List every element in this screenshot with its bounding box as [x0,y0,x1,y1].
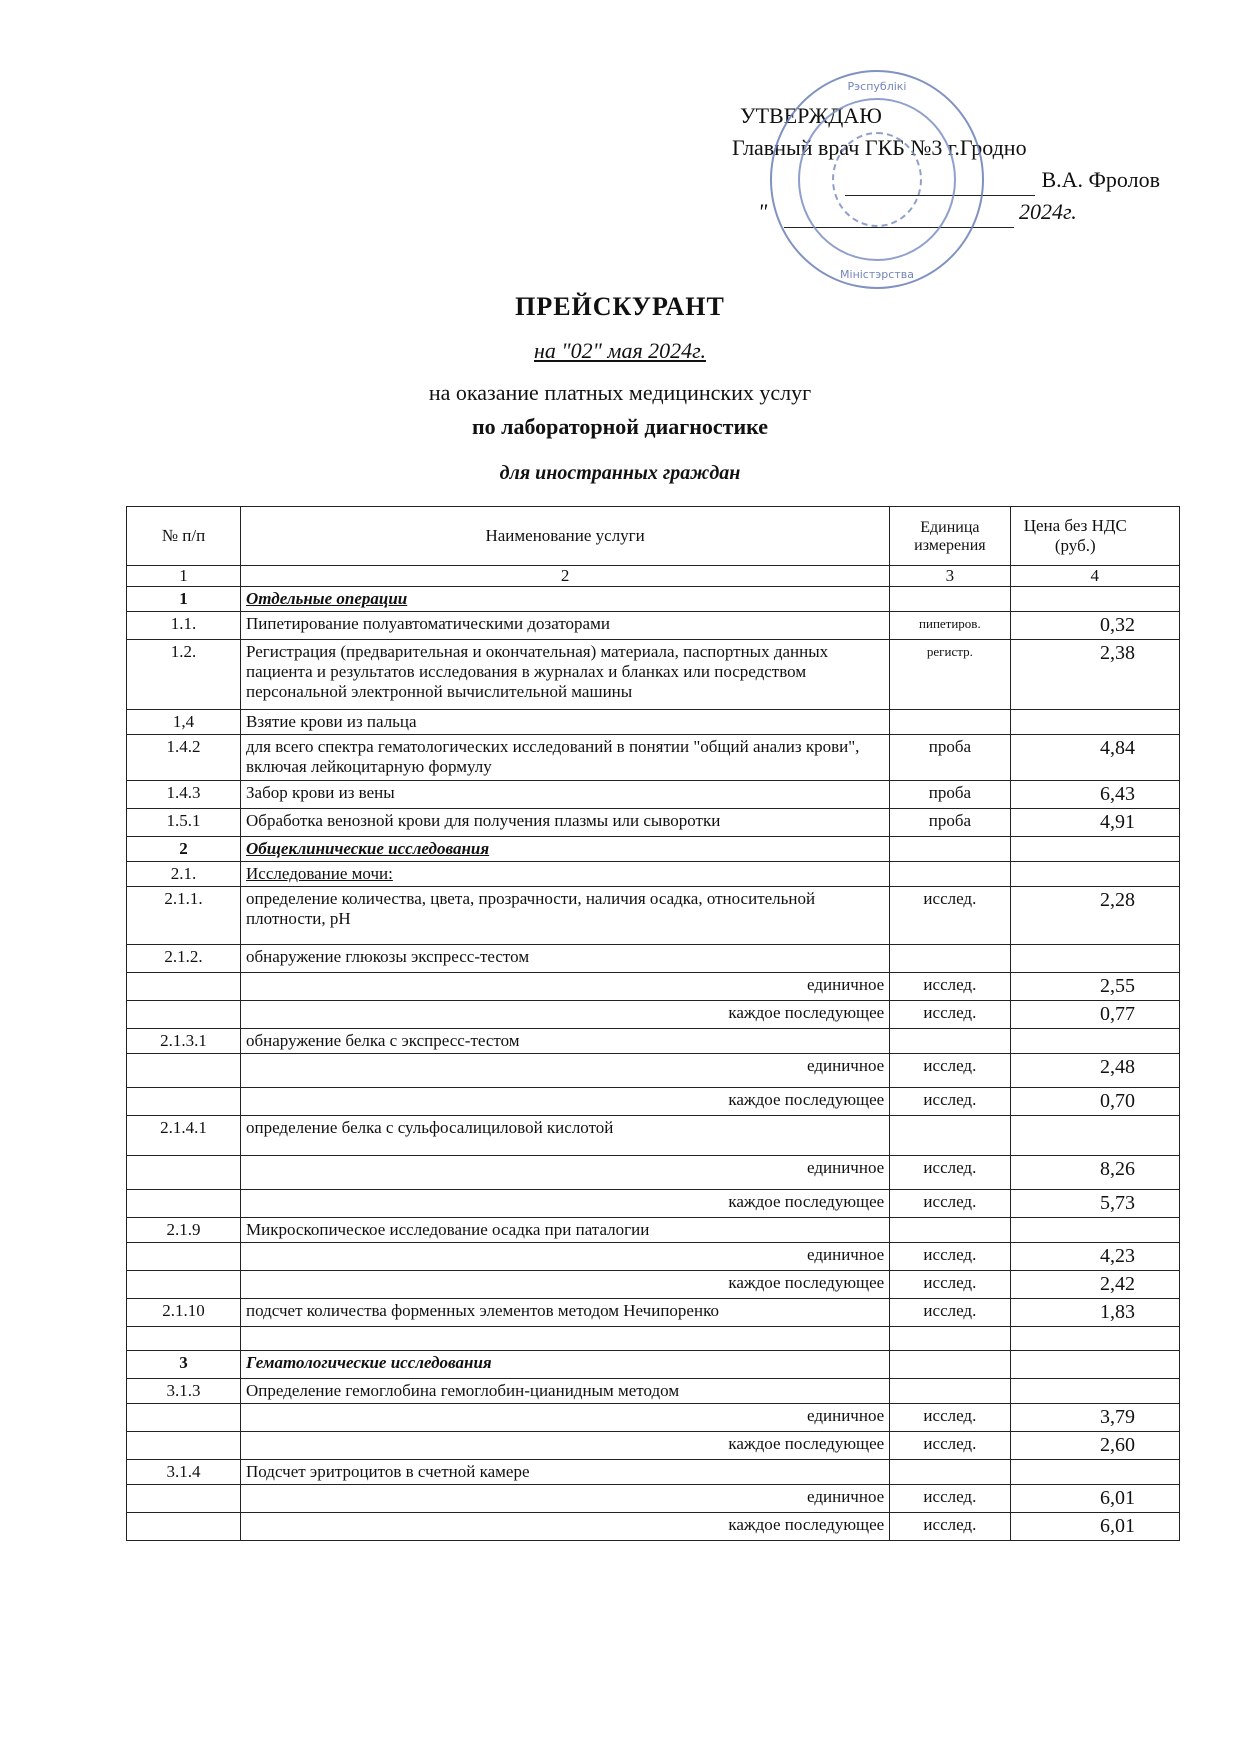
row-number: 2.1.3.1 [127,1029,241,1054]
price-value [1010,1379,1179,1404]
service-name: Общеклинические исследования [241,837,890,862]
approval-position: Главный врач ГКБ №3 г.Гродно [732,135,1027,160]
table-row [127,1088,1180,1116]
header-price: Цена без НДС (руб.) [1010,507,1179,566]
row-number: 2.1.1. [127,887,241,945]
document-subtitle: на оказание платных медицинских услуг [428,380,812,405]
table-row [127,973,1180,1001]
signatory-name: В.А. Фролов [1041,167,1160,192]
service-name: обнаружение глюкозы экспресс-тестом [241,945,890,973]
table-row [127,1379,1180,1404]
row-number: 3.1.4 [127,1460,241,1485]
row-number [127,1404,241,1432]
price-value [1010,837,1179,862]
table-row [127,887,1180,945]
service-name: каждое последующее [241,1513,890,1541]
approval-heading: УТВЕРЖДАЮ [740,103,882,128]
table-row [127,1243,1180,1271]
unit-of-measure: исслед. [890,1432,1010,1460]
service-name: Забор крови из вены [241,781,890,809]
table-row [127,1299,1180,1327]
price-value: 1,83 [1010,1299,1179,1327]
row-number [127,1243,241,1271]
price-value [1010,1327,1179,1351]
unit-of-measure: исслед. [890,1190,1010,1218]
service-name: единичное [241,1243,890,1271]
table-row [127,1116,1180,1156]
document-subject: по лабораторной диагностике [471,414,769,439]
service-name: каждое последующее [241,1432,890,1460]
service-name: Регистрация (предварительная и окончательная) материала, паспортных данных пациента и результатов исследования в журналах и бланках или посредством персональной электронной вычислительной машины [241,640,890,710]
service-name: Микроскопическое исследование осадка при паталогии [241,1218,890,1243]
row-number: 1,4 [127,710,241,735]
unit-of-measure: проба [890,781,1010,809]
unit-of-measure: исслед. [890,1054,1010,1088]
price-value: 0,77 [1010,1001,1179,1029]
row-number: 2.1.4.1 [127,1116,241,1156]
column-number-row [127,566,1180,587]
row-number [127,1513,241,1541]
stamp-bottom-text: Мiнiстэрства [840,268,914,281]
table-row [127,1156,1180,1190]
row-number [127,1327,241,1351]
price-value: 4,84 [1010,735,1179,781]
unit-of-measure: исслед. [890,973,1010,1001]
row-number: 2.1.2. [127,945,241,973]
price-value: 2,55 [1010,973,1179,1001]
unit-of-measure: исслед. [890,887,1010,945]
price-value: 2,38 [1010,640,1179,710]
row-number: 2.1. [127,862,241,887]
table-row [127,587,1180,612]
unit-of-measure [890,1029,1010,1054]
table-row [127,1029,1180,1054]
unit-of-measure: исслед. [890,1243,1010,1271]
row-number [127,1054,241,1088]
unit-of-measure [890,1327,1010,1351]
unit-of-measure [890,862,1010,887]
price-value: 6,01 [1010,1485,1179,1513]
document-audience: для иностранных граждан [499,462,741,484]
price-value [1010,587,1179,612]
table-row [127,1485,1180,1513]
row-number [127,1190,241,1218]
service-name: единичное [241,1156,890,1190]
service-name: каждое последующее [241,1001,890,1029]
row-number: 1.1. [127,612,241,640]
service-name: единичное [241,1404,890,1432]
service-name: Отдельные операции [241,587,890,612]
document-title: ПРЕЙСКУРАНТ [515,292,725,321]
unit-of-measure: регистр. [890,640,1010,710]
unit-of-measure: пипетиров. [890,612,1010,640]
row-number: 2 [127,837,241,862]
stamp-top-text: Рэспублiкi [847,80,907,93]
date-year: 2024г. [1019,199,1077,224]
service-name: обнаружение белка с экспресс-тестом [241,1029,890,1054]
column-number: 4 [1010,566,1179,587]
official-stamp [770,70,984,289]
price-value [1010,710,1179,735]
price-value: 2,60 [1010,1432,1179,1460]
header-unit: Единица измерения [890,507,1010,566]
price-value [1010,1218,1179,1243]
table-row [127,945,1180,973]
table-row [127,837,1180,862]
table-row [127,710,1180,735]
table-header-row [127,507,1180,566]
service-name: каждое последующее [241,1190,890,1218]
service-name: каждое последующее [241,1088,890,1116]
price-value: 0,70 [1010,1088,1179,1116]
price-value: 6,01 [1010,1513,1179,1541]
price-value [1010,1351,1179,1379]
header-name: Наименование услуги [241,507,890,566]
table-row [127,1001,1180,1029]
row-number [127,1156,241,1190]
unit-of-measure [890,945,1010,973]
column-number: 1 [127,566,241,587]
table-row [127,735,1180,781]
service-name: единичное [241,1485,890,1513]
unit-of-measure: исслед. [890,1001,1010,1029]
table-row [127,1190,1180,1218]
row-number: 2.1.9 [127,1218,241,1243]
price-value: 2,42 [1010,1271,1179,1299]
document-date-text: на "02" мая 2024г. [534,338,706,363]
row-number: 3.1.3 [127,1379,241,1404]
unit-of-measure: исслед. [890,1485,1010,1513]
table-row [127,1327,1180,1351]
row-number: 1.4.2 [127,735,241,781]
service-name [241,1327,890,1351]
price-value: 3,79 [1010,1404,1179,1432]
unit-of-measure: исслед. [890,1156,1010,1190]
table-row [127,612,1180,640]
service-name: единичное [241,1054,890,1088]
price-value: 6,43 [1010,781,1179,809]
price-value [1010,1460,1179,1485]
stamp-emblem [832,132,922,227]
price-value [1010,862,1179,887]
unit-of-measure [890,710,1010,735]
row-number [127,1088,241,1116]
table-row [127,1218,1180,1243]
service-name: Гематологические исследования [241,1351,890,1379]
table-row [127,809,1180,837]
service-name: подсчет количества форменных элементов методом Нечипоренко [241,1299,890,1327]
row-number: 2.1.10 [127,1299,241,1327]
unit-of-measure [890,1218,1010,1243]
table-row [127,1351,1180,1379]
unit-of-measure: проба [890,809,1010,837]
row-number: 1.4.3 [127,781,241,809]
document-date [0,338,1240,364]
unit-of-measure [890,1351,1010,1379]
service-name: для всего спектра гематологических исследований в понятии "общий анализ крови", включая лейкоцитарную формулу [241,735,890,781]
table-row [127,1460,1180,1485]
table-row [127,1513,1180,1541]
service-name: единичное [241,973,890,1001]
table-row [127,1404,1180,1432]
service-name: каждое последующее [241,1271,890,1299]
price-value: 4,23 [1010,1243,1179,1271]
unit-of-measure [890,587,1010,612]
unit-of-measure: исслед. [890,1299,1010,1327]
price-value: 2,28 [1010,887,1179,945]
row-number [127,973,241,1001]
row-number [127,1485,241,1513]
row-number: 1.2. [127,640,241,710]
table-row [127,862,1180,887]
table-row [127,781,1180,809]
unit-of-measure: исслед. [890,1271,1010,1299]
service-name: Исследование мочи: [241,862,890,887]
price-value: 8,26 [1010,1156,1179,1190]
column-number: 3 [890,566,1010,587]
price-value: 4,91 [1010,809,1179,837]
price-value: 2,48 [1010,1054,1179,1088]
service-name: Определение гемоглобина гемоглобин-цианидным методом [241,1379,890,1404]
service-name: определение количества, цвета, прозрачности, наличия осадка, относительной плотности, pH [241,887,890,945]
service-name: Обработка венозной крови для получения плазмы или сыворотки [241,809,890,837]
service-name: Подсчет эритроцитов в счетной камере [241,1460,890,1485]
unit-of-measure: проба [890,735,1010,781]
unit-of-measure: исслед. [890,1513,1010,1541]
row-number: 1.5.1 [127,809,241,837]
header-num: № п/п [127,507,241,566]
price-value: 0,32 [1010,612,1179,640]
price-value [1010,1029,1179,1054]
unit-of-measure [890,1460,1010,1485]
table-row [127,1271,1180,1299]
price-value [1010,1116,1179,1156]
price-value [1010,945,1179,973]
service-name: определение белка с сульфосалициловой кислотой [241,1116,890,1156]
unit-of-measure [890,837,1010,862]
unit-of-measure: исслед. [890,1088,1010,1116]
date-quote: " [758,199,768,224]
table-row [127,1432,1180,1460]
row-number: 1 [127,587,241,612]
price-table [126,506,1180,1541]
service-name: Пипетирование полуавтоматическими дозаторами [241,612,890,640]
row-number: 3 [127,1351,241,1379]
table-row [127,1054,1180,1088]
unit-of-measure: исслед. [890,1404,1010,1432]
service-name: Взятие крови из пальца [241,710,890,735]
unit-of-measure [890,1116,1010,1156]
unit-of-measure [890,1379,1010,1404]
column-number: 2 [241,566,890,587]
row-number [127,1432,241,1460]
row-number [127,1001,241,1029]
table-row [127,640,1180,710]
row-number [127,1271,241,1299]
price-value: 5,73 [1010,1190,1179,1218]
